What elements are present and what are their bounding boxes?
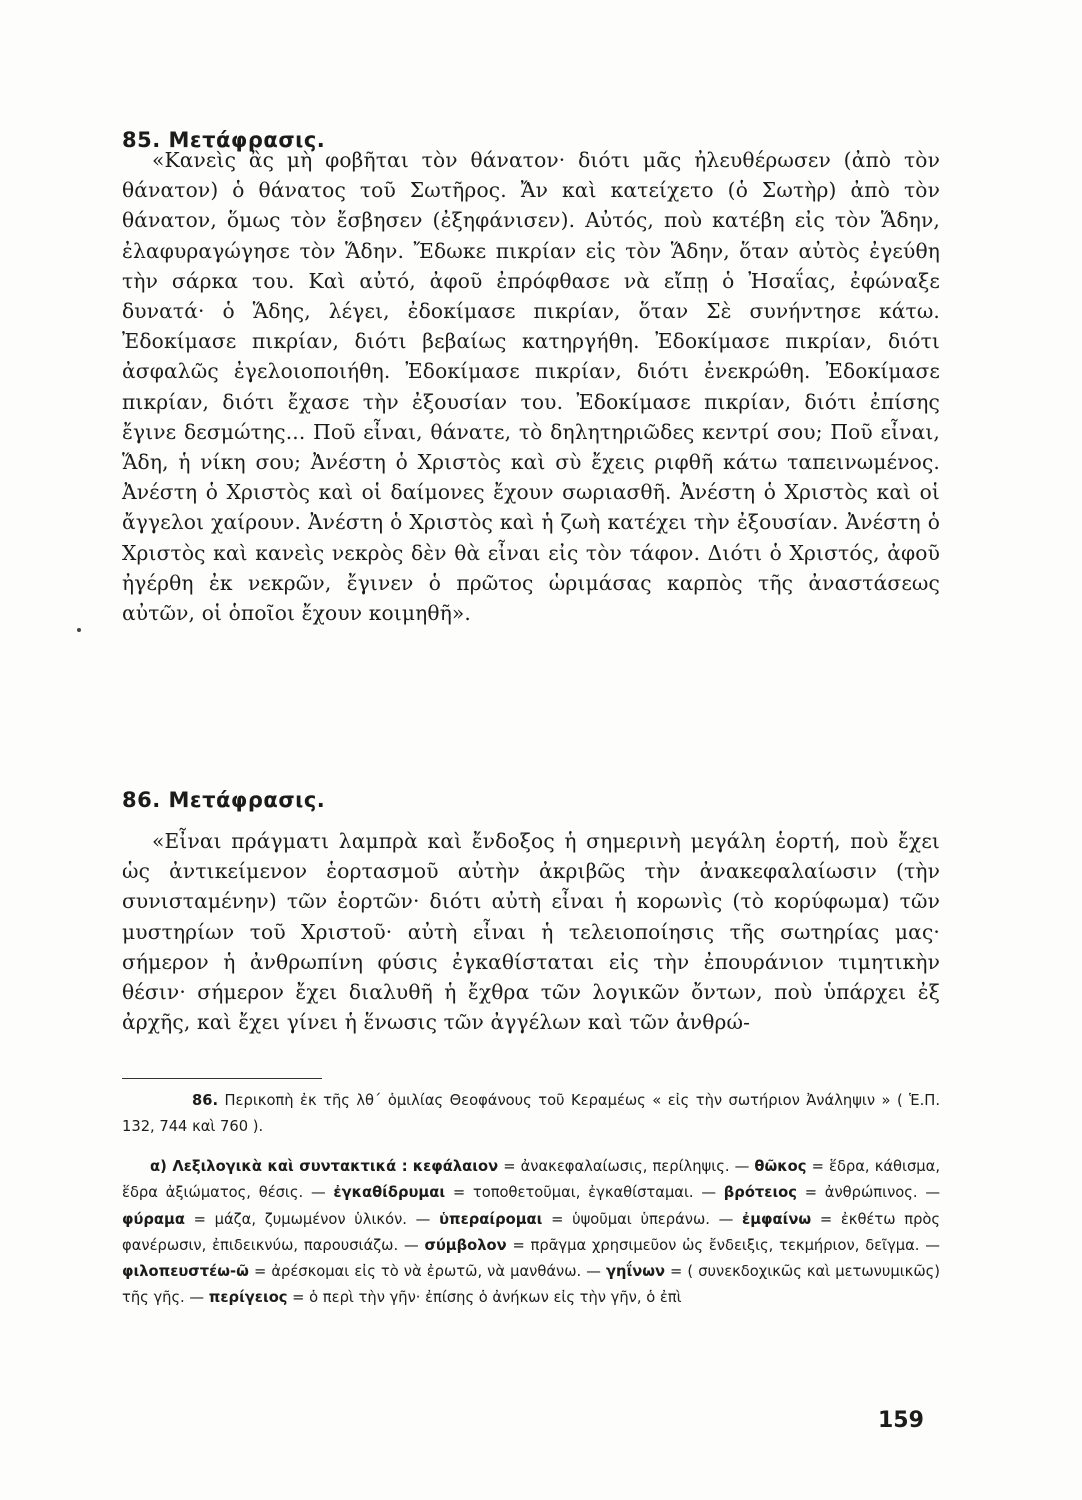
lex-term: γηΐνων — [606, 1263, 665, 1281]
margin-mark — [77, 628, 81, 632]
lex-gloss: = ( συνεκδοχικῶς καὶ μετωνυμικῶς) τῆς γῆς. — [122, 1263, 940, 1307]
lex-gloss: = τοποθετοῦμαι, ἐγκαθίσταμαι. — [452, 1184, 694, 1202]
lex-gloss: = ἀνακεφαλαίωσις, περίληψις. — [503, 1158, 730, 1175]
lex-term: ἐμφαίνω — [742, 1210, 812, 1228]
footnote-reference — [122, 1088, 940, 1141]
footnote-divider — [122, 1078, 322, 1079]
lex-term: βρότειος — [723, 1184, 797, 1202]
lex-gloss: = ἐκθέτω πρὸς φανέρωσιν, ἐπιδεικνύω, παρουσιάζω. — [122, 1210, 940, 1254]
lex-gloss: = ἕδρα, κάθισμα, ἕδρα ἀξιώματος, θέσις. — [122, 1158, 941, 1202]
section-86-heading: 86. Μετάφρασις. — [122, 788, 326, 812]
section-85-text: «Κανεὶς ἂς μὴ φοβῆται τὸν θάνατον· διότι μᾶς ἠλευθέρωσεν (ἀπὸ τὸν θάνατον) ὁ θάνατος τοῦ Σωτῆρος. Ἄν καὶ κατείχετο (ὁ Σωτὴρ) ἀπὸ τὸν θάνατον, ὅμως τὸν ἔσβησεν (ἐξηφάνισεν). Αὐτός, ποὺ κατέβη εἰς τὸν Ἅδην, ἐλαφυραγώγησε τὸν Ἅδην. Ἔδωκε πικρίαν εἰς τὸν Ἅδην, ὅταν αὐτὸς ἐγεύθη τὴν σάρκα του. Καὶ αὐτό, ἀφοῦ ἐπρόφθασε νὰ εἴπῃ ὁ Ἠσαΐας, ἐφώναξε δυνατά· ὁ Ἅδης, λέγει, ἐδοκίμασε πικρίαν, ὅταν Σὲ συνήντησε κάτω. Ἐδοκίμασε πικρίαν, διότι βεβαίως κατηργήθη. Ἐδοκίμασε πικρίαν, διότι ἀσφαλῶς ἐγελοιοποιήθη. Ἐδοκίμασε πικρίαν, διότι ἐνεκρώθη. Ἐδοκίμασε πικρίαν, διότι ἔχασε τὴν ἐξουσίαν του. Ἐδοκίμασε πικρίαν, διότι ἐπίσης ἔγινε δεσμώτης... Ποῦ εἶναι, θάνατε, τὸ δηλητηριῶδες κεντρί σου; Ποῦ εἶναι, Ἅδη, ἡ νίκη σου; Ἀνέστη ὁ Χριστὸς καὶ σὺ ἔχεις ριφθῆ κάτω ταπεινωμένος. Ἀνέστη ὁ Χριστὸς καὶ οἱ δαίμονες ἔχουν σωριασθῆ. Ἀνέστη ὁ Χριστὸς καὶ οἱ ἄγγελοι χαίρουν. Ἀνέστη ὁ Χριστὸς καὶ ἡ ζωὴ κατέχει τὴν ἐξουσίαν. Ἀνέστη ὁ Χριστὸς καὶ κανεὶς νεκρὸς δὲν θὰ εἶναι εἰς τὸν τάφον. Διότι ὁ Χριστός, ἀφοῦ ἠγέρθη ἐκ νεκρῶν, ἔγινεν ὁ πρῶτος ὡριμάσας καρπὸς τῆς ἀναστάσεως αὐτῶν, οἱ ὁποῖοι ἔχουν κοιμηθῆ». — [122, 148, 940, 626]
lex-term: ὑπεραίρομαι — [439, 1210, 543, 1228]
lex-term: σύμβολον — [424, 1236, 507, 1254]
lex-term: φιλοπευστέω-ῶ — [122, 1263, 249, 1281]
lex-gloss: = ὁ περὶ τὴν γῆν· ἐπίσης ὁ ἀνήκων εἰς τὴν γῆν, ὁ ἐπὶ — [292, 1289, 682, 1307]
lex-gloss: = ὑψοῦμαι ὑπεράνω. — [551, 1210, 710, 1228]
lex-term: περίγειος — [208, 1289, 288, 1307]
lex-gloss: = μάζα, ζυμωμένον ὑλικόν. — [193, 1210, 407, 1228]
lex-gloss: = ἀνθρώπινος. — [804, 1184, 918, 1202]
lex-term: θῶκος — [754, 1158, 807, 1175]
footnote-lexical: α) Λεξιλογικὰ καὶ συντακτικά : κεφάλαιον = ἀνακεφαλαίωσις, περίληψις. — θῶκος = ἕδρα, κάθισμα, ἕδρα ἀξιώματος, θέσις. — ἐγκαθίδρυμαι = τοποθετοῦμαι, ἐγκαθίσταμαι. — βρότειος = ἀνθρώπινος. — φύραμα = μάζα, ζυμωμένον ὑλικόν. — ὑπεραίρομαι = ὑψοῦμαι ὑπεράνω. — ἐμφαίνω = ἐκθέτω πρὸς φανέρωσιν, ἐπιδεικνύω, παρουσιάζω. — σύμβολον = πρᾶγμα χρησιμεῦον ὡς ἔνδειξις, τεκμήριον, δεῖγμα. — φιλοπευστέω-ῶ = ἀρέσκομαι εἰς τὸ νὰ ἐρωτῶ, νὰ μανθάνω. — γηΐνων = ( συνεκδοχικῶς καὶ μετωνυμικῶς) τῆς γῆς. — περίγειος = ὁ περὶ τὴν γῆν· ἐπίσης ὁ ἀνήκων εἰς τὴν γῆν, ὁ ἐπὶ — [122, 1158, 941, 1307]
lex-gloss: = ἀρέσκομαι εἰς τὸ νὰ ἐρωτῶ, νὰ μανθάνω. — [254, 1263, 582, 1281]
footnote-reference-text: Περικοπὴ ἐκ τῆς λθ΄ ὁμιλίας Θεοφάνους τοῦ Κεραμέως « εἰς τὴν σωτήριον Ἀνάληψιν » ( Ἑ.Π. 132, 744 καὶ 760 ). — [122, 1092, 941, 1136]
section-86-text: «Εἶναι πράγματι λαμπρὰ καὶ ἔνδοξος ἡ σημερινὴ μεγάλη ἑορτή, ποὺ ἔχει ὡς ἀντικείμενον ἑορτασμοῦ αὐτὴν ἀκριβῶς τὴν ἀνακεφαλαίωσιν (τὴν συνισταμένην) τῶν ἑορτῶν· διότι αὐτὴ εἶναι ἡ κορωνὶς (τὸ κορύφωμα) τῶν μυστηρίων τοῦ Χριστοῦ· αὐτὴ εἶναι ἡ τελειοποίησις τῆς σωτηρίας μας· σήμερον ἡ ἀνθρωπίνη φύσις ἐγκαθίσταται εἰς τὴν ἐπουράνιον τιμητικὴν θέσιν· σήμερον ἔχει διαλυθῆ ἡ ἔχθρα τῶν λογικῶν ὄντων, ποὺ ὑπάρχει ἐξ ἀρχῆς, καὶ ἔχει γίνει ἡ ἕνωσις τῶν ἀγγέλων καὶ τῶν ἀνθρώ- — [122, 829, 940, 1035]
lex-term: ἐγκαθίδρυμαι — [333, 1184, 446, 1202]
footnote-number: 86. — [192, 1092, 219, 1109]
lex-gloss: = πρᾶγμα χρησιμεῦον ὡς ἔνδειξις, τεκμήριον, δεῖγμα. — [512, 1236, 920, 1254]
section-85-heading: 85. Μετάφρασις. — [122, 128, 326, 152]
lex-term: κεφάλαιον — [412, 1158, 499, 1175]
lexical-label: α) Λεξιλογικὰ καὶ συντακτικά : — [150, 1158, 408, 1175]
lex-term: φύραμα — [122, 1210, 185, 1228]
page-number: 159 — [878, 1408, 924, 1433]
